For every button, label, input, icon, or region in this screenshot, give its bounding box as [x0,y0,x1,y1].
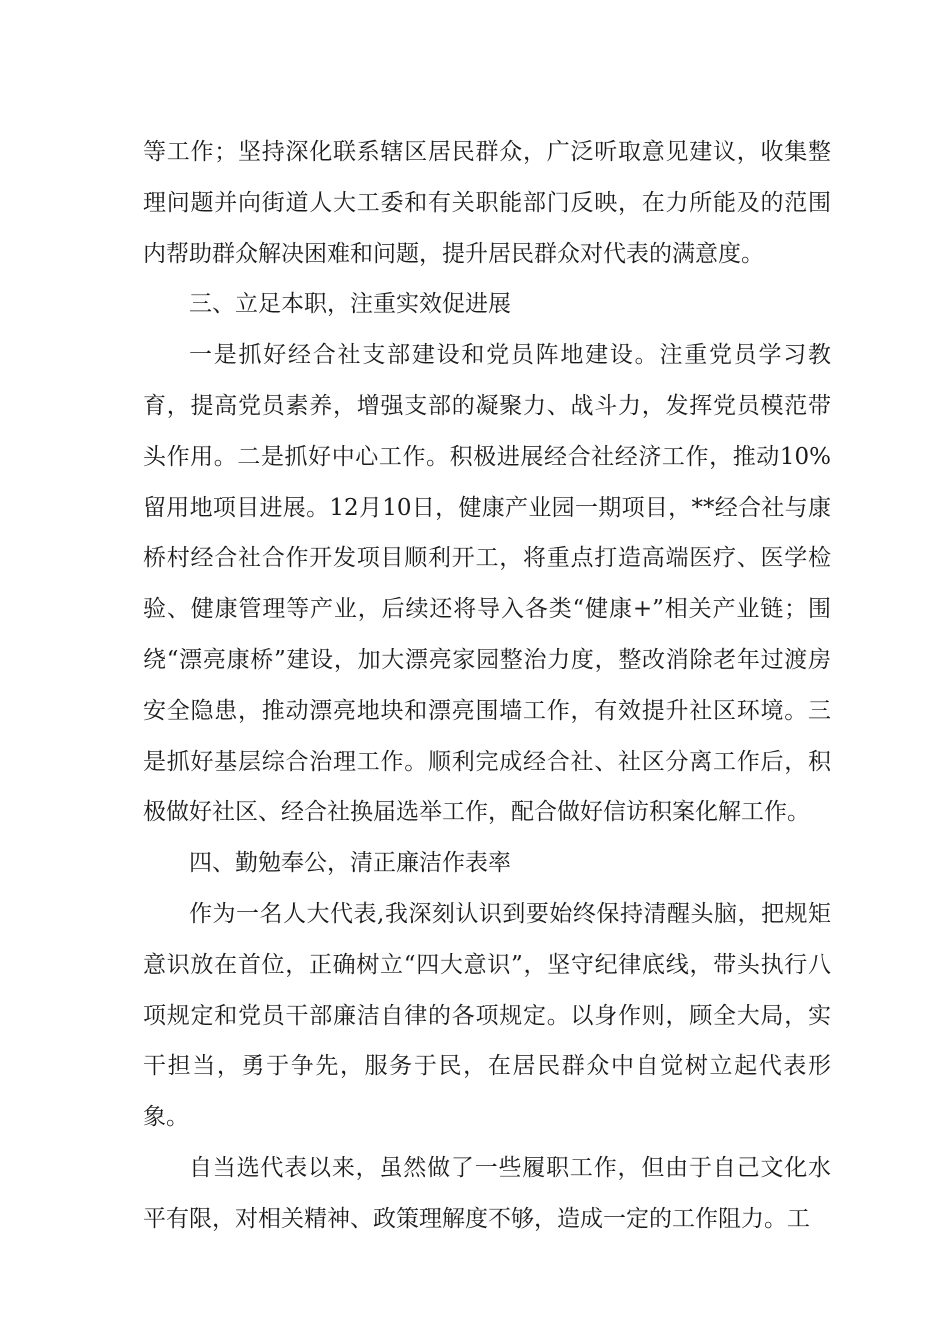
section-heading-three: 三、立足本职，注重实效促进展 [189,291,511,318]
paragraph-section-three: 一是抓好经合社支部建设和党员阵地建设。注重党员学习教育，提高党员素养，增强支部的凝聚力、战斗力，发挥党员模范带头作用。二是抓好中心工作。积极进展经合社经济工作，推动10%留用地项目进展。12月10日，健康产业园一期项目，**经合社与康桥村经合社合作开发项目顺利开工，将重点打造高端医疗、医学检验、健康管理等产业，后续还将导入各类“健康+”相关产业链；围绕“漂亮康桥”建设，加大漂亮家园整治力度，整改消除老年过渡房安全隐患，推动漂亮地块和漂亮围墙工作，有效提升社区环境。三是抓好基层综合治理工作。顺利完成经合社、社区分离工作后，积极做好社区、经合社换届选举工作，配合做好信访积案化解工作。 [143,342,831,826]
document-body [143,127,831,1245]
paragraph-continuation: 等工作；坚持深化联系辖区居民群众，广泛听取意见建议，收集整理问题并向街道人大工委和有关职能部门反映，在力所能及的范围内帮助群众解决困难和问题，提升居民群众对代表的满意度。 [143,139,831,267]
section-heading-four: 四、勤勉奉公，清正廉洁作表率 [189,850,511,877]
paragraph-self-review: 自当选代表以来，虽然做了一些履职工作，但由于自己文化水平有限，对相关精神、政策理解度不够，造成一定的工作阻力。工 [143,1154,831,1232]
paragraph-section-four: 作为一名人大代表,我深刻认识到要始终保持清醒头脑，把规矩意识放在首位，正确树立“四大意识”，坚守纪律底线，带头执行八项规定和党员干部廉洁自律的各项规定。以身作则，顾全大局，实干担当，勇于争先，服务于民，在居民群众中自觉树立起代表形象。 [143,900,831,1131]
